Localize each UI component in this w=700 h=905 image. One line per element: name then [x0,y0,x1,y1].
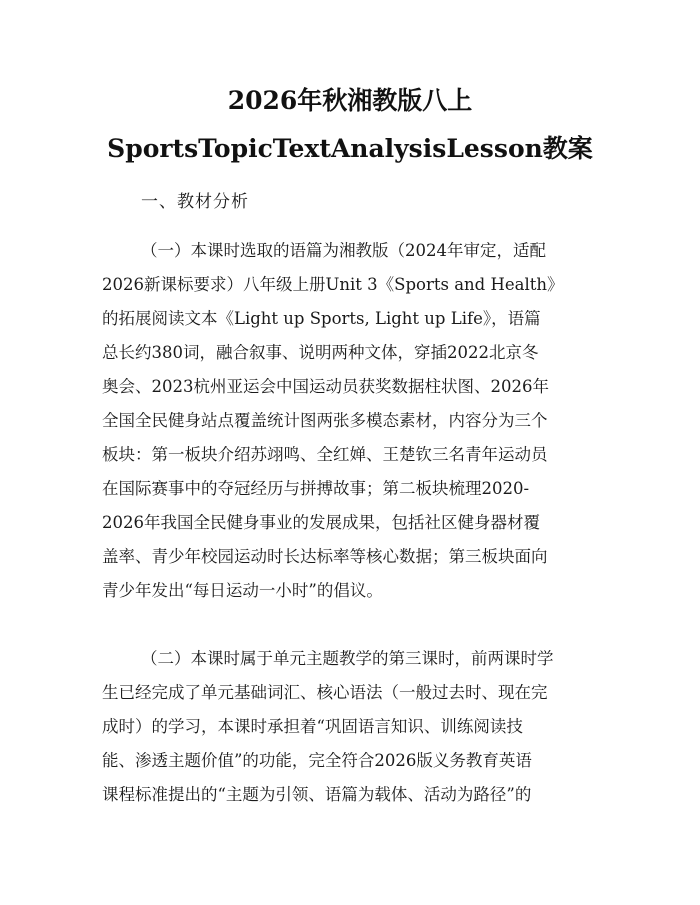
paragraph-1-line: 板块：第一板块介绍苏翊鸣、全红婵、王楚钦三名青年运动员 [102,445,548,464]
document-title-line-2: SportsTopicTextAnalysisLesson教案 [107,134,593,163]
paragraph-1-line: 2026年我国全民健身事业的发展成果，包括社区健身器材覆 [102,513,540,532]
section-heading: 一、教材分析 [141,192,249,212]
paragraph-1-line: 2026新课标要求）八年级上册Unit 3《Sports and Health》 [102,275,564,294]
document-title-line-1: 2026年秋湘教版八上 [227,86,473,115]
paragraph-1-line: 总长约380词，融合叙事、说明两种文体，穿插2022北京冬 [102,343,539,362]
paragraph-2-line: 成时）的学习，本课时承担着“巩固语言知识、训练阅读技 [102,717,523,736]
paragraph-1-line: 在国际赛事中的夺冠经历与拼搏故事；第二板块梳理2020- [102,479,530,498]
paragraph-1-line: 青少年发出“每日运动一小时”的倡议。 [102,581,383,600]
paragraph-2-line: 能、渗透主题价值”的功能，完全符合2026版义务教育英语 [102,751,532,770]
paragraph-1-line: 全国全民健身站点覆盖统计图两张多模态素材，内容分为三个 [102,411,548,430]
paragraph-1-line: 盖率、青少年校园运动时长达标率等核心数据；第三板块面向 [102,547,548,566]
paragraph-2-line: （二）本课时属于单元主题教学的第三课时，前两课时学 [141,649,554,668]
paragraph-1-line: （一）本课时选取的语篇为湘教版（2024年审定，适配 [141,241,546,260]
paragraph-2-line: 生已经完成了单元基础词汇、核心语法（一般过去时、现在完 [102,683,548,702]
paragraph-2-line: 课程标准提出的“主题为引领、语篇为载体、活动为路径”的 [102,785,532,804]
paragraph-1-line: 的拓展阅读文本《Light up Sports, Light up Life》，语篇 [102,309,541,328]
paragraph-1-line: 奥会、2023杭州亚运会中国运动员获奖数据柱状图、2026年 [102,377,549,396]
